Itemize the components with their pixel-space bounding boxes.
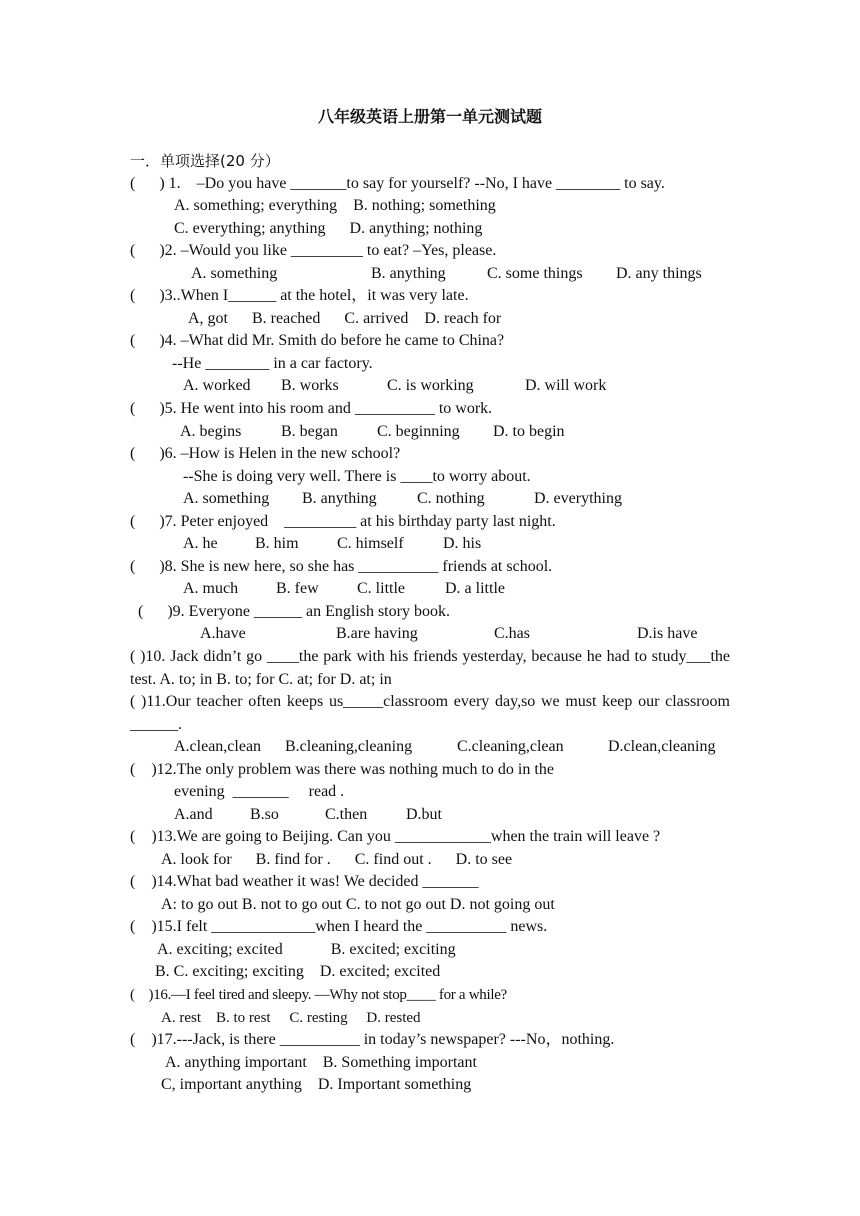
question-5-option-b: B. began [281, 423, 338, 440]
question-17-options-row1: A. anything important B. Something important [165, 1054, 477, 1071]
section-heading: 一．单项选择(20 分） [130, 152, 280, 170]
question-8: ( )8. She is new here, so she has __________ friends at school. [130, 558, 553, 575]
question-15-options-row2: B. C. exciting; exciting D. excited; excited [155, 963, 441, 980]
question-7-option-a: A. he [183, 535, 218, 552]
question-1-options-row2: C. everything; anything D. anything; nothing [174, 220, 483, 237]
question-13-options: A. look for B. find for . C. find out . D. to see [161, 851, 513, 868]
question-12-option-b: B.so [250, 806, 279, 823]
question-6-option-a: A. something [183, 490, 270, 507]
question-6-option-d: D. everything [534, 490, 622, 507]
question-7: ( )7. Peter enjoyed _________ at his birthday party last night. [130, 513, 556, 530]
question-14: ( )14.What bad weather it was! We decided _______ [130, 873, 479, 890]
question-8-option-b: B. few [276, 580, 319, 597]
question-1-options-row1: A. something; everything B. nothing; something [174, 197, 496, 214]
question-6-option-b: B. anything [302, 490, 377, 507]
question-5-option-a: A. begins [180, 423, 242, 440]
question-11-option-a: A.clean,clean [174, 738, 262, 755]
question-3: ( )3..When I______ at the hotel，it was very late. [130, 287, 469, 304]
question-7-option-c: C. himself [337, 535, 404, 552]
question-9-option-d: D.is have [637, 625, 698, 642]
question-5: ( )5. He went into his room and __________ to work. [130, 400, 493, 417]
question-4-option-b: B. works [281, 377, 339, 394]
question-15-options-row1: A. exciting; excited B. excited; exciting [157, 941, 456, 958]
question-9-option-b: B.are having [336, 625, 418, 642]
question-6-dialogue: --She is doing very well. There is ____to worry about. [183, 468, 531, 485]
question-8-option-a: A. much [183, 580, 239, 597]
question-5-option-c: C. beginning [377, 423, 460, 440]
question-12-option-d: D.but [406, 806, 442, 823]
question-4: ( )4. –What did Mr. Smith do before he came to China? [130, 332, 505, 349]
question-2-option-c: C. some things [487, 265, 583, 282]
question-12-option-c: C.then [325, 806, 368, 823]
question-12-option-a: A.and [174, 806, 213, 823]
question-10: ( )10. Jack didn’t go ____the park with his friends yesterday, because he had to study___the test. A. to; in B. to; for C. at; for D. at; in [130, 648, 730, 688]
question-17-options-row2: C, important anything D. Important something [161, 1076, 472, 1093]
page-title: 八年级英语上册第一单元测试题 [317, 107, 542, 126]
question-2: ( )2. –Would you like _________ to eat? –Yes, please. [130, 242, 497, 259]
question-3-options: A, got B. reached C. arrived D. reach for [188, 310, 502, 327]
question-13: ( )13.We are going to Beijing. Can you ____________when the train will leave ? [130, 828, 661, 845]
question-16-options: A. rest B. to rest C. resting D. rested [161, 1010, 421, 1026]
question-7-option-b: B. him [255, 535, 299, 552]
question-4-dialogue: --He ________ in a car factory. [172, 355, 373, 372]
question-16: ( )16.—I feel tired and sleepy. —Why not stop____ for a while? [130, 987, 507, 1003]
question-11-option-b: B.cleaning,cleaning [285, 738, 413, 755]
question-9-option-c: C.has [494, 625, 530, 642]
question-17: ( )17.---Jack, is there __________ in today’s newspaper? ---No，nothing. [130, 1031, 615, 1048]
question-11: ( )11.Our teacher often keeps us_____classroom every day,so we must keep our classroom ______. [130, 693, 730, 733]
question-4-option-a: A. worked [183, 377, 251, 394]
question-12-continued: evening _______ read . [174, 783, 345, 800]
question-2-option-b: B. anything [371, 265, 446, 282]
question-2-option-a: A. something [191, 265, 278, 282]
question-11-option-c: C.cleaning,clean [457, 738, 564, 755]
question-4-option-d: D. will work [525, 377, 607, 394]
question-1: ( ) 1. –Do you have _______to say for yourself? --No, I have ________ to say. [130, 175, 665, 192]
question-15: ( )15.I felt _____________when I heard the __________ news. [130, 918, 548, 935]
question-7-option-d: D. his [443, 535, 482, 552]
question-8-option-d: D. a little [445, 580, 505, 597]
question-9: ( )9. Everyone ______ an English story book. [130, 603, 450, 620]
question-5-option-d: D. to begin [493, 423, 565, 440]
question-12: ( )12.The only problem was there was nothing much to do in the [130, 761, 554, 778]
question-14-options: A: to go out B. not to go out C. to not go out D. not going out [161, 896, 555, 913]
question-6-option-c: C. nothing [417, 490, 485, 507]
question-4-option-c: C. is working [387, 377, 474, 394]
question-8-option-c: C. little [357, 580, 405, 597]
question-2-option-d: D. any things [616, 265, 702, 282]
question-6: ( )6. –How is Helen in the new school? [130, 445, 401, 462]
question-9-option-a: A.have [200, 625, 246, 642]
question-11-option-d: D.clean,cleaning [608, 738, 716, 755]
